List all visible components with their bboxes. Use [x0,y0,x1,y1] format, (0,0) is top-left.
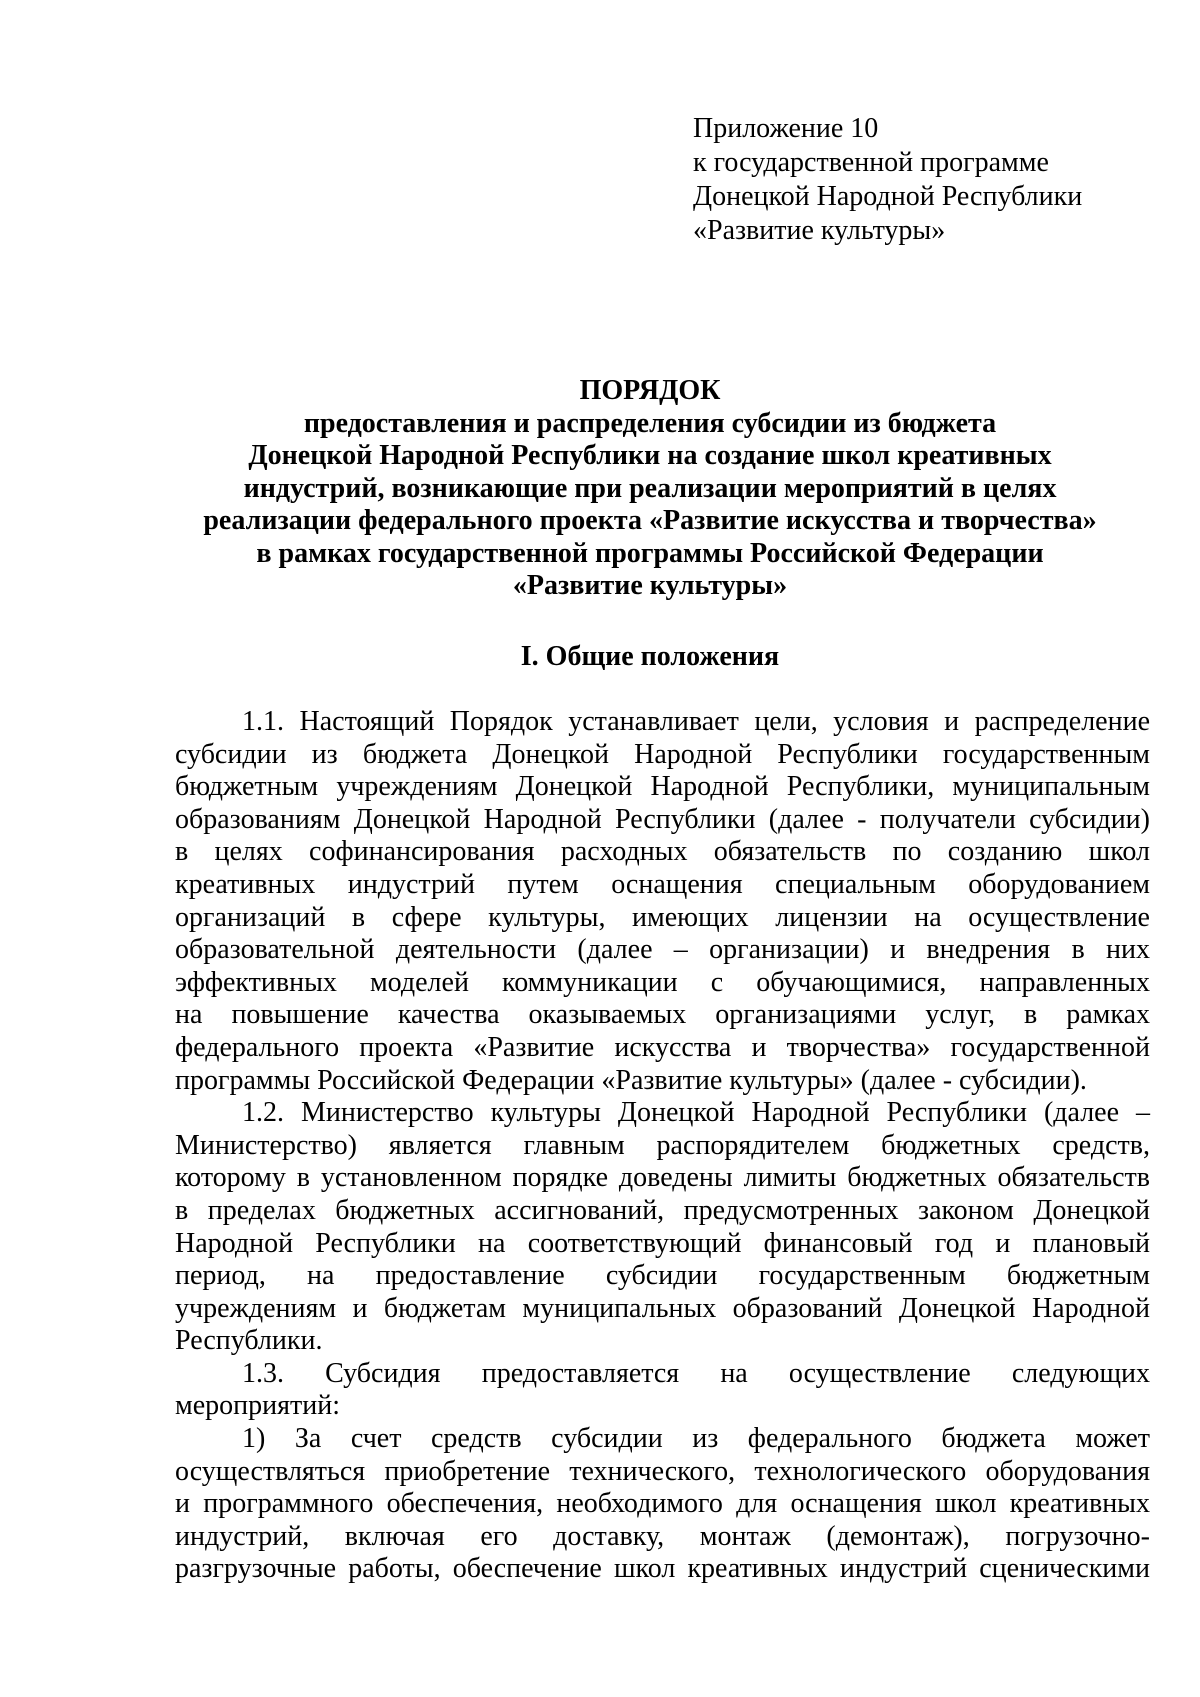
appendix-line-2: к государственной программе [693,147,1049,178]
body-line: и программного обеспечения, необходимого для оснащения школ креативных [175,1488,1150,1520]
title-line-1: предоставления и распределения субсидии из бюджета [303,407,997,439]
body-line: Министерство) является главным распорядителем бюджетных средств, [175,1129,1150,1161]
title-line-6: «Развитие культуры» [512,570,788,601]
title-line-3: индустрий, возникающие при реализации мероприятий в целях [243,472,1057,504]
body-line: которому в установленном порядке доведены лимиты бюджетных обязательств [175,1162,1150,1194]
body-line: индустрий, включая его доставку, монтаж (демонтаж), погрузочно- [175,1520,1150,1552]
appendix-reference [693,112,1173,248]
body-line: на повышение качества оказываемых организациями услуг, в рамках [175,999,1150,1031]
body-line: федерального проекта «Развитие искусства и творчества» государственной [175,1031,1150,1063]
title-line-2: Донецкой Народной Республики на создание школ креативных [248,440,1052,471]
body-line: организаций в сфере культуры, имеющих лицензии на осуществление [175,901,1150,933]
body-line: в пределах бюджетных ассигнований, предусмотренных законом Донецкой [175,1194,1150,1226]
body-line: эффективных моделей коммуникации с обучающимися, направленных [175,966,1150,998]
body-line: 1.1. Настоящий Порядок устанавливает цели, условия и распределение [242,706,1150,737]
body-line: в целях софинансирования расходных обязательств по созданию школ [175,836,1150,868]
title-line-5: в рамках государственной программы Российской Федерации [256,537,1044,569]
body-line: Народной Республики на соответствующий финансовый год и плановый [175,1227,1150,1259]
body-line: мероприятий: [175,1390,340,1422]
appendix-line-1: Приложение 10 [693,113,879,144]
body-line: период, на предоставление субсидии государственным бюджетным [175,1260,1150,1292]
body-line: креативных индустрий путем оснащения специальным оборудованием [175,868,1150,900]
title-line-4: реализации федерального проекта «Развитие искусства и творчества» [203,505,1097,536]
body-line: образовательной деятельности (далее – организации) и внедрения в них [175,934,1150,966]
body-line: осуществляться приобретение технического, технологического оборудования [175,1455,1150,1487]
body-text [175,706,1150,1586]
body-line: разгрузочные работы, обеспечение школ креативных индустрий сценическими [175,1553,1150,1585]
body-line: 1.3. Субсидия предоставляется на осуществление следующих [242,1357,1150,1389]
appendix-line-3: Донецкой Народной Республики [693,181,1083,212]
appendix-line-4: «Развитие культуры» [693,215,946,246]
document-title [150,375,1150,603]
section-heading: I. Общие положения [520,641,780,672]
body-line: учреждениям и бюджетам муниципальных образований Донецкой Народной [175,1292,1150,1324]
body-line: 1) За счет средств субсидии из федерального бюджета может [242,1423,1150,1455]
body-line: Республики. [175,1325,323,1357]
body-line: 1.2. Министерство культуры Донецкой Народной Республики (далее – [242,1097,1150,1129]
body-line: бюджетным учреждениям Донецкой Народной Республики, муниципальным [175,771,1150,803]
title-heading: ПОРЯДОК [579,375,721,406]
body-line: программы Российской Федерации «Развитие культуры» (далее - субсидии). [175,1064,1087,1096]
body-line: субсидии из бюджета Донецкой Народной Республики государственным [175,738,1150,770]
body-line: образованиям Донецкой Народной Республики (далее - получатели субсидии) [175,803,1150,835]
